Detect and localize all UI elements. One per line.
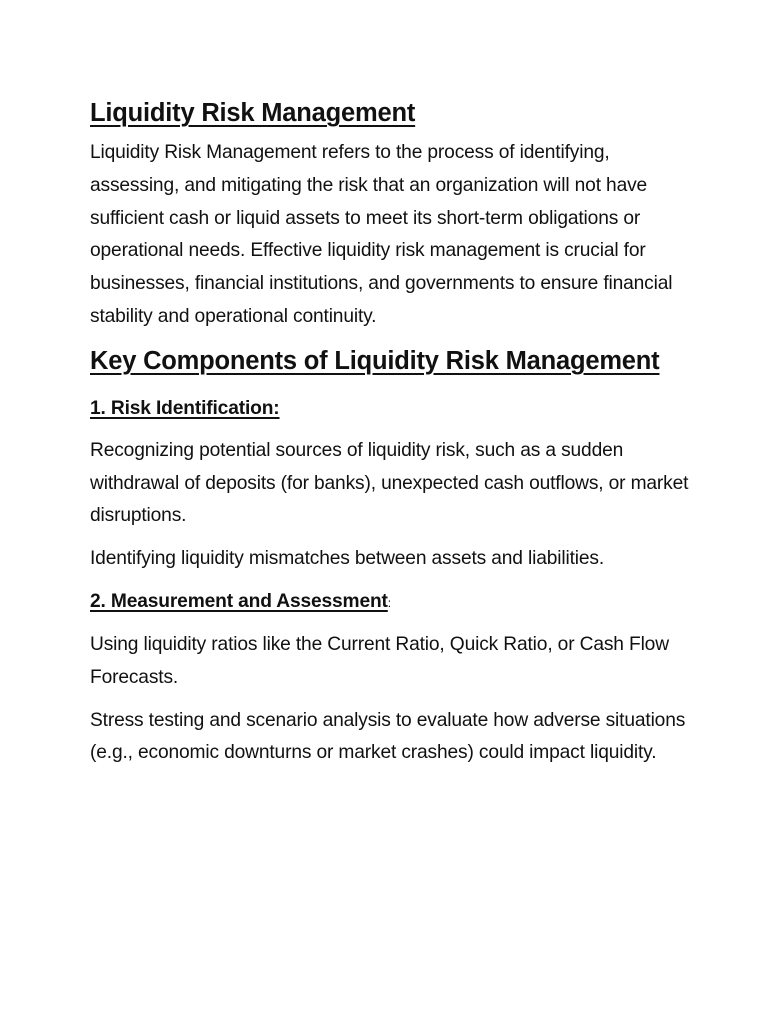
- risk-identification-paragraph-2: Identifying liquidity mismatches between assets and liabilities.: [90, 548, 605, 570]
- subsection-heading-measurement-assessment-text: 2. Measurement and Assessment: [90, 590, 388, 612]
- subsection-heading-suffix: :: [387, 595, 391, 610]
- risk-identification-paragraph-1: Recognizing potential sources of liquidity risk, such as a sudden withdrawal of deposits (for banks), unexpected cash outflows, or market disruptions.: [90, 439, 689, 527]
- subsection-heading-risk-identification: 1. Risk Identification:: [90, 397, 280, 419]
- intro-paragraph: Liquidity Risk Management refers to the process of identifying, assessing, and mitigating the risk that an organization will not have sufficient cash or liquid assets to meet its short-term obligations or operational needs. Effective liquidity risk management is crucial for businesses, financial institutions, and governments to ensure financial stability and operational continuity.: [90, 142, 673, 327]
- measurement-paragraph-2: Stress testing and scenario analysis to evaluate how adverse situations (e.g., economic downturns or market crashes) could impact liquidity.: [90, 709, 686, 764]
- measurement-paragraph-1: Using liquidity ratios like the Current Ratio, Quick Ratio, or Cash Flow Forecasts.: [90, 633, 669, 688]
- section-heading: Key Components of Liquidity Risk Management: [90, 346, 660, 375]
- document-content: [90, 92, 690, 770]
- page-title: Liquidity Risk Management: [90, 99, 416, 127]
- subsection-heading-measurement-assessment: [90, 588, 690, 617]
